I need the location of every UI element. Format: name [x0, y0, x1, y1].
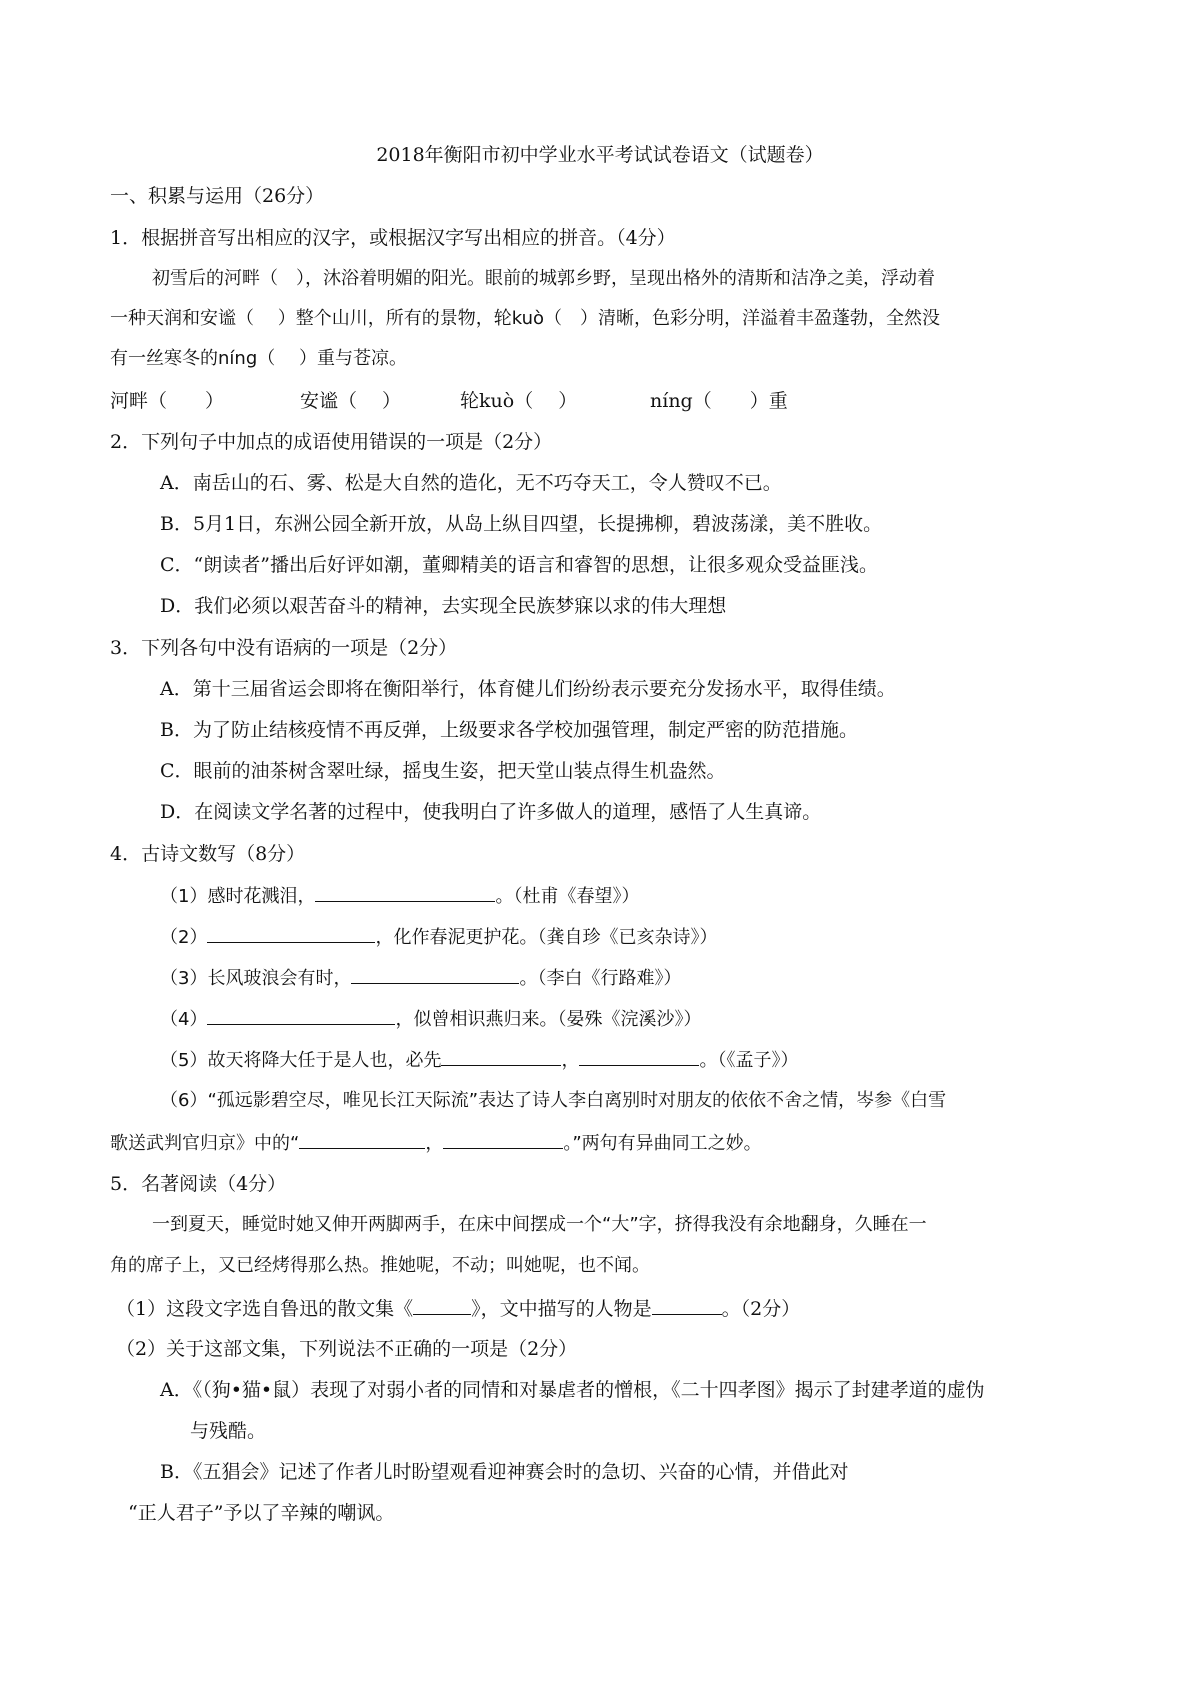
- q4-item-4: [160, 1006, 701, 1032]
- q5-option-a-line2[interactable]: 与残酷。: [190, 1420, 267, 1442]
- q5-option-b-line2[interactable]: “正人君子”予以了辛辣的嘲讽。: [128, 1502, 395, 1524]
- q3-option-c[interactable]: C．眼前的油茶树含翠吐绿，摇曳生姿，把天堂山装点得生机盎然。: [160, 760, 726, 782]
- q1-answer-2[interactable]: 安谧（ ）: [300, 390, 402, 412]
- q4-item-5: [160, 1047, 798, 1073]
- section-heading: 一、积累与运用（26分）: [110, 185, 325, 207]
- q4-item-5-text: （5）故天将降大任于是人也，必先: [160, 1050, 442, 1071]
- q4-item-3-source: 。（李白《行路难》）: [519, 968, 682, 989]
- q3-option-b[interactable]: B．为了防止结核疫情不再反弹，上级要求各学校加强管理，制定严密的防范措施。: [160, 719, 858, 741]
- q5-sub2-stem: （2）关于这部文集，下列说法不正确的一项是（2分）: [116, 1338, 578, 1360]
- q4-item-4-blank[interactable]: [207, 1006, 395, 1025]
- q4-item-6-blank-2[interactable]: [443, 1130, 563, 1149]
- q5-sub1-mid: 》，文中描写的人物是: [471, 1298, 652, 1320]
- q5-sub1-blank-1[interactable]: [413, 1296, 471, 1315]
- page-title: 2018年衡阳市初中学业水平考试试卷语文（试题卷）: [376, 144, 824, 166]
- q2-option-a[interactable]: A．南岳山的石、雾、松是大自然的造化，无不巧夺天工，令人赞叹不已。: [160, 472, 782, 494]
- q5-sub1: [116, 1296, 800, 1321]
- q3-stem: 3．下列各句中没有语病的一项是（2分）: [110, 637, 458, 659]
- q4-item-4-source: ，似曾相识燕归来。（晏殊《浣溪沙》）: [395, 1009, 702, 1030]
- q5-passage-line2: 角的席子上，又已经烤得那么热。推她呢，不动；叫她呢，也不闻。: [110, 1255, 650, 1276]
- q3-option-a[interactable]: A．第十三届省运会即将在衡阳举行，体育健儿们纷纷表示要充分发扬水平，取得佳绩。: [160, 678, 896, 700]
- q4-item-2: [160, 924, 717, 950]
- q4-item-1: [160, 883, 639, 909]
- q5-sub1-score: 。（2分）: [721, 1298, 801, 1320]
- q5-sub1-text: （1）这段文字选自鲁迅的散文集《: [116, 1298, 414, 1320]
- q5-stem: 5．名著阅读（4分）: [110, 1173, 287, 1195]
- q4-item-4-text: （4）: [160, 1009, 208, 1030]
- q4-item-6-line1: （6）“孤远影碧空尽，唯见长江天际流”表达了诗人李白离别时对朋友的依依不舍之情，岑参《白雪: [160, 1090, 947, 1111]
- q4-item-3: [160, 965, 681, 991]
- q4-item-6-blank-1[interactable]: [299, 1130, 425, 1149]
- q4-item-5-comma: ，: [561, 1050, 580, 1071]
- q1-paragraph-line2: 一种天润和安谧（ ）整个山川，所有的景物，轮kuò（ ）清晰，色彩分明，洋溢着丰盈蓬勃，全然没: [110, 308, 941, 329]
- q4-item-3-text: （3）长风玻浪会有时，: [160, 968, 352, 989]
- q5-option-a-line1[interactable]: A．《（狗•猫•鼠）表现了对弱小者的同情和对暴虐者的憎根，《二十四孝图》揭示了封建孝道的虚伪: [160, 1379, 985, 1401]
- q4-item-1-text: （1）感时花溅泪，: [160, 886, 316, 907]
- q4-item-3-blank[interactable]: [351, 965, 519, 984]
- q2-option-c[interactable]: C．“朗读者”播出后好评如潮，董卿精美的语言和睿智的思想，让很多观众受益匪浅。: [160, 554, 878, 576]
- q4-item-2-text: （2）: [160, 927, 208, 948]
- q2-option-b[interactable]: B．5月1日，东洲公园全新开放，从岛上纵目四望，长提拂柳，碧波荡漾，美不胜收。: [160, 513, 883, 535]
- q1-stem: 1．根据拼音写出相应的汉字，或根据汉字写出相应的拼音。（4分）: [110, 227, 676, 249]
- q1-answer-3[interactable]: 轮kuò（ ）: [460, 390, 578, 412]
- q4-item-1-blank[interactable]: [315, 883, 495, 902]
- q1-answer-1[interactable]: 河畔（ ）: [110, 390, 225, 412]
- q4-item-6-comma: ，: [425, 1133, 444, 1154]
- q4-item-2-source: ，化作春泥更护花。（龚自珍《已亥杂诗》）: [375, 927, 718, 948]
- q5-option-b-line1[interactable]: B．《五猖会》记述了作者儿时盼望观看迎神赛会时的急切、兴奋的心情，并借此对: [160, 1461, 849, 1483]
- q4-item-6-text: 歌送武判官归京》中的“: [110, 1133, 300, 1154]
- q4-item-5-blank-2[interactable]: [579, 1047, 699, 1066]
- q4-stem: 4．古诗文数写（8分）: [110, 843, 306, 865]
- q3-option-d[interactable]: D．在阅读文学名著的过程中，使我明白了许多做人的道理，感悟了人生真谛。: [160, 801, 822, 823]
- q1-paragraph-line1: 初雪后的河畔（ ），沐浴着明媚的阳光。眼前的城郭乡野，呈现出格外的清斯和洁净之美，浮动着: [152, 268, 935, 289]
- q1-answer-4[interactable]: níng（ ）重: [650, 390, 788, 412]
- q1-paragraph-line3: 有一丝寒冬的níng（ ）重与苍凉。: [110, 348, 407, 369]
- q2-stem: 2．下列句子中加点的成语使用错误的一项是（2分）: [110, 431, 553, 453]
- q4-item-5-blank-1[interactable]: [441, 1047, 561, 1066]
- q4-item-2-blank[interactable]: [207, 924, 375, 943]
- q2-option-d[interactable]: D．我们必须以艰苦奋斗的精神，去实现全民族梦寐以求的伟大理想: [160, 595, 727, 617]
- q4-item-6-line2: [110, 1130, 762, 1156]
- q4-item-6-tail: 。”两句有异曲同工之妙。: [563, 1133, 762, 1154]
- q4-item-1-source: 。（杜甫《春望》）: [495, 886, 640, 907]
- q5-passage-line1: 一到夏天，睡觉时她又伸开两脚两手，在床中间摆成一个“大”字，挤得我没有余地翻身，久睡在一: [152, 1214, 927, 1235]
- q4-item-5-source: 。（《孟子》）: [699, 1050, 799, 1071]
- q5-sub1-blank-2[interactable]: [652, 1296, 722, 1315]
